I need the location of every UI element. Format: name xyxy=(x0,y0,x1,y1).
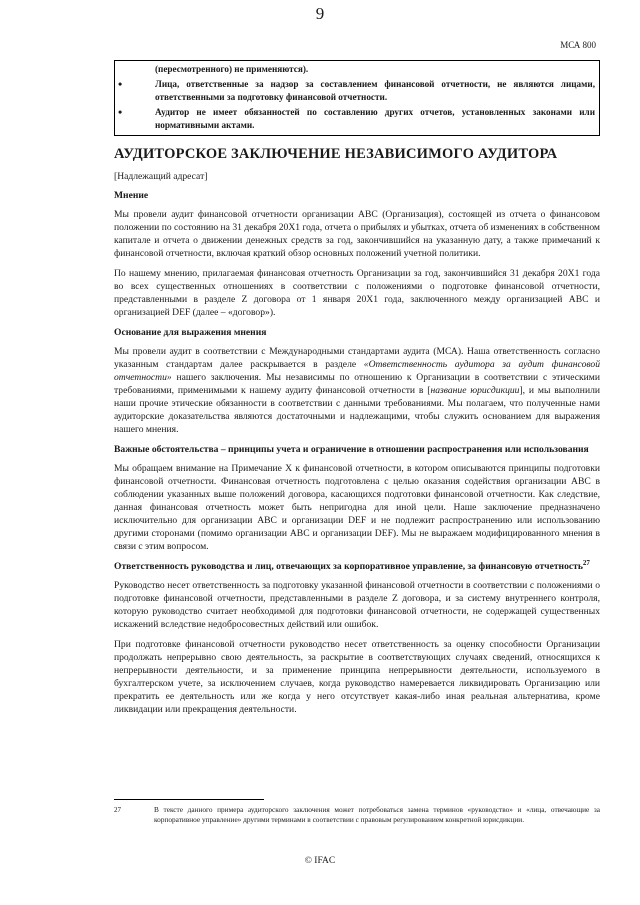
responsibility-paragraph-1: Руководство несет ответственность за подготовку указанной финансовой отчетности в соответствии с положениями о подготовке финансовой отчетности, представленными в разделе Z договора, и за систему внутреннего контроля, которую руководство считает необходимой для подготовки финансовой отчетности, не содержащей существенных искажений вследствие недобросовестных действий или ошибок. xyxy=(114,580,600,630)
conditions-box xyxy=(114,60,600,136)
box-continuation: (пересмотренного) не применяются). xyxy=(155,64,309,74)
box-bullet: • Аудитор не имеет обязанностей по составлению других отчетов, установленных законами или нормативными актами. xyxy=(115,106,599,132)
box-bullet-list xyxy=(115,78,599,132)
opinion-paragraph-1: Мы провели аудит финансовой отчетности организации ABC (Организация), состоящей из отчета о финансовом положении по состоянию на 31 декабря 20X1 года, отчета о прибылях и убытках, отчета об изменениях в собственном капитале и отчета о движении денежных средств за год, закончившийся на указанную дату, а также примечаний к финансовой отчетности, включая краткий обзор основных положений учетной политики. xyxy=(114,209,600,259)
footnote-reference[interactable]: 27 xyxy=(582,558,590,567)
basis-heading: Основание для выражения мнения xyxy=(114,327,267,338)
basis-paragraph xyxy=(114,345,600,436)
basis-text: Мы провели аудит в соответствии с Международными стандартами аудита (МСА). Наша ответственность согласно указанным стандартам далее раскрывается в разделе xyxy=(114,346,600,370)
responsibility-paragraph-2: При подготовке финансовой отчетности руководство несет ответственность за оценку способности Организации продолжать непрерывно свою деятельность, за раскрытие в соответствующих случаях сведений, относящихся к непрерывности деятельности, и за применение принципа непрерывности деятельности, используемого в бухгалтерском учете, за исключением случаев, когда руководство намеревается ликвидировать Организацию или прекратить ее деятельность или же когда у него отсутствует какая-либо иная реальная альтернатива, кроме ликвидации или прекращения деятельности. xyxy=(114,639,600,715)
standard-code: МСА 800 xyxy=(560,40,596,50)
footnote-number: 27 xyxy=(114,806,121,814)
responsibility-heading xyxy=(114,560,600,573)
basis-text: ], и мы выполнили наши прочие этические обязанности в соответствии с данными требованиями. Мы полагаем, что полученные нами аудиторские доказательства являются достаточными и надлежащими, чтобы служить основанием для выражения нашего мнения. xyxy=(114,385,600,435)
opinion-paragraph-2: По нашему мнению, прилагаемая финансовая отчетность Организации за год, закончившийся 31 декабря 20X1 года во всех существенных отношениях в соответствии с положениями о подготовке финансовой отчетности, представленными в разделе Z договора от 1 января 20X1 года, заключенного между организацией ABC и организацией DEF (далее – «договор»). xyxy=(114,268,600,318)
copyright: © IFAC xyxy=(304,856,336,866)
emphasis-heading: Важные обстоятельства – принципы учета и ограничение в отношении распространения или использования xyxy=(114,444,589,455)
opinion-heading: Мнение xyxy=(114,190,149,201)
page-number: 9 xyxy=(315,4,325,23)
basis-section-reference: «Ответственность аудитора за аудит финансовой отчетности» xyxy=(114,359,600,383)
footnote-divider xyxy=(114,799,264,800)
emphasis-paragraph: Мы обращаем внимание на Примечание X к финансовой отчетности, в котором описываются принципы подготовки финансовой отчетности. Финансовая отчетность подготовлена с целью оказания содействия организации ABC в соблюдении указанных выше положений договора, касающихся подготовки финансовой отчетности. Как следствие, данная финансовая отчетность может быть непригодна для иной цели. Наше заключение предназначено исключительно для организации ABC и организации DEF и не подлежит распространению или использованию другими сторонами (помимо организации ABC и организации DEF). Мы не выражаем модифицированного мнения в связи с этим вопросом. xyxy=(114,463,600,552)
responsibility-heading-text: Ответственность руководства и лиц, отвечающих за корпоративное управление, за финансовую отчетность xyxy=(114,561,583,572)
box-bullet: • Лица, ответственные за надзор за составлением финансовой отчетности, не являются лицами, ответственными за подготовку финансовой отчетности. xyxy=(115,78,599,104)
basis-text: нашего заключения. Мы независимы по отношению к Организации в соответствии с этическими требованиями, применимыми к нашему аудиту финансовой отчетности в [ xyxy=(114,372,600,396)
report-body xyxy=(114,146,600,723)
jurisdiction-placeholder: название юрисдикции xyxy=(430,385,520,396)
footnote xyxy=(114,805,600,825)
report-title: АУДИТОРСКОЕ ЗАКЛЮЧЕНИЕ НЕЗАВИСИМОГО АУДИТОРА xyxy=(114,146,558,162)
addressee: [Надлежащий адресат] xyxy=(114,171,208,182)
footnote-text: В тексте данного примера аудиторского заключения может потребоваться замена терминов «руководство» и «лица, отвечающие за корпоративное управление» другими терминами в соответствии с правовым регулированием конкретной юрисдикции. xyxy=(154,805,600,824)
